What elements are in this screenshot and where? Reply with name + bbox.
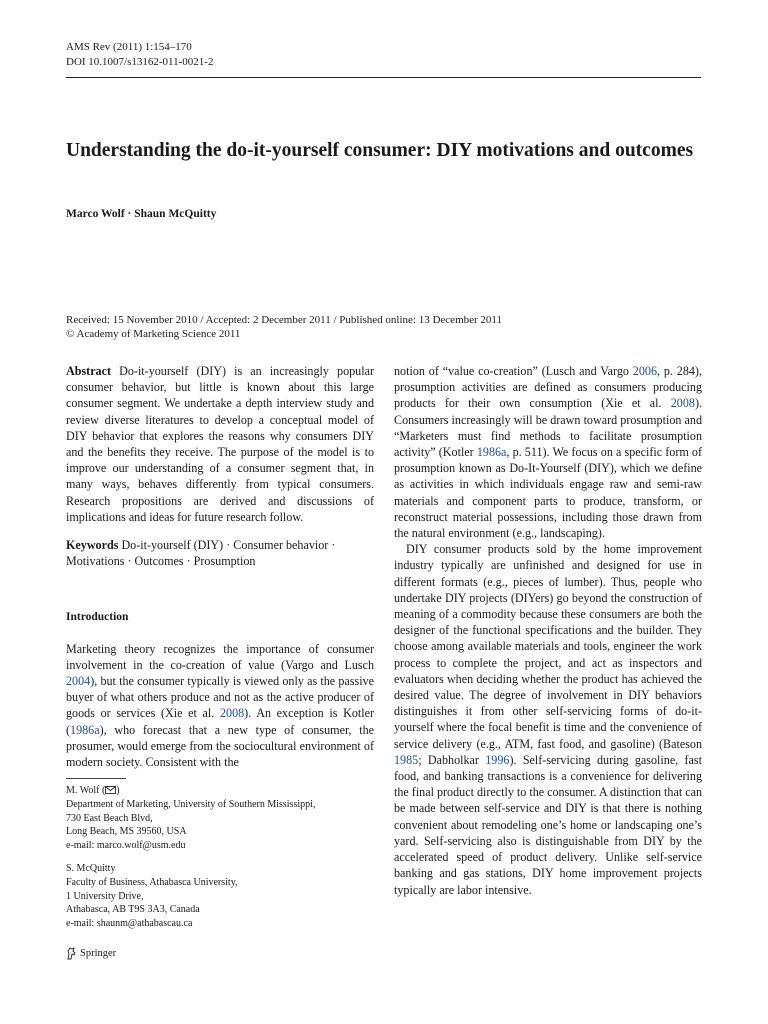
left-column <box>66 363 374 770</box>
introduction-paragraph <box>66 641 374 771</box>
citation-link[interactable]: 1986a <box>70 722 100 737</box>
intro-text: ), but the consumer typically is viewed only as the passive buyer of what others produce and not as the active producer of goods or services (Xie et al. <box>66 674 374 721</box>
article-dates <box>66 313 502 341</box>
copyright-line: © Academy of Marketing Science 2011 <box>66 328 241 340</box>
body-text: , p. 284), prosumption activities are defined as consumers producing products for their own consumption (Xie et al. <box>394 364 702 411</box>
author-affiliation-mcquitty <box>66 862 238 931</box>
publisher-name: Springer <box>80 948 117 959</box>
article-authors: Marco Wolf · Shaun McQuitty <box>66 208 217 220</box>
author-city: Athabasca, AB T9S 3A3, Canada <box>66 904 200 916</box>
intro-text: ), who forecast that a new type of consumer, the prosumer, would emerge from the sociocultural environment of modern society. Consistent with the <box>66 722 374 770</box>
journal-header <box>66 40 213 70</box>
intro-text: Marketing theory recognizes the importance of consumer involvement in the co-creation of value (Vargo and Lusch <box>66 641 374 672</box>
body-text: ). Consumers increasingly will be drawn toward prosumption and “Marketers must find methods to facilitate prosumption activity” (Kotler <box>394 396 702 460</box>
intro-text: ). An exception is Kotler ( <box>66 706 375 737</box>
envelope-icon[interactable] <box>105 786 116 794</box>
publisher-logo <box>66 947 116 960</box>
abstract <box>66 363 374 525</box>
citation-link[interactable]: 2008 <box>670 396 695 411</box>
right-column <box>394 363 702 898</box>
body-text: , p. 511). We focus on a specific form of prosumption known as Do-It-Yourself (DIY), which we define as activities in which individuals engage raw and semi-raw materials and component parts to produce, transform, or reconstruct material possessions, including those drawn from the natural environment (e.g., landscaping). <box>394 445 702 541</box>
abstract-text: Do-it-yourself (DIY) is an increasingly popular consumer behavior, but little is known about this large consumer segment. We undertake a depth interview study and review diverse literatures to develop a conceptual model of DIY behavior that explores the reasons why consumers DIY and the benefits they receive. The purpose of the model is to improve our understanding of a consumer segment that, in many ways, behaves differently from typical consumers. Research propositions are derived and discussions of implications and ideas for future research follow. <box>66 364 374 524</box>
article-title: Understanding the do-it-yourself consumer: DIY motivations and outcomes <box>66 140 694 161</box>
author-name: S. McQuitty <box>66 863 116 874</box>
citation-link[interactable]: 2004 <box>66 674 91 689</box>
keywords-label: Keywords <box>66 538 119 553</box>
author-department: Department of Marketing, University of Southern Mississippi, <box>66 798 316 810</box>
citation-link[interactable]: 1986a <box>476 445 507 460</box>
keywords-text: Do-it-yourself (DIY) · Consumer behavior · Motivations · Outcomes · Prosumption <box>66 538 336 569</box>
citation-link[interactable]: 2008 <box>219 706 245 721</box>
publication-dates: Received: 15 November 2010 / Accepted: 2 December 2011 / Published online: 13 December 2011 <box>66 314 503 326</box>
author-email[interactable]: e-mail: marco.wolf@usm.edu <box>66 840 186 852</box>
journal-doi: DOI 10.1007/s13162-011-0021-2 <box>66 56 214 68</box>
body-paragraph <box>394 541 702 897</box>
author-affiliation-wolf <box>66 784 315 853</box>
author-department: Faculty of Business, Athabasca University, <box>66 876 238 888</box>
author-city: Long Beach, MS 39560, USA <box>66 826 187 838</box>
body-text: DIY consumer products sold by the home improvement industry typically are unfinished and designed for use in different formats (e.g., pieces of lumber). Thus, people who undertake DIY projects (DIYers) go beyond the construction of meaning of a commodity because these consumers are both the designer of the functional specifications and the builder. They choose among available materials and tools, engineer the work process to complete the project, and act as inspectors and evaluators when deciding whether the product has achieved the desired value. The degree of involvement in DIY behaviors distinguishes it from other self-servicing forms of do-it-yourself where the focal benefit is time and the convenience of service delivery (e.g., ATM, fast food, and gasoline) (Bateson <box>394 542 702 751</box>
keywords <box>66 537 374 569</box>
abstract-label: Abstract <box>66 364 112 378</box>
header-rule <box>66 77 701 78</box>
springer-horse-icon <box>66 947 77 960</box>
citation-link[interactable]: 2006 <box>632 364 657 378</box>
author-name: M. Wolf ( ) <box>66 785 120 796</box>
author-street: 730 East Beach Blvd, <box>66 812 153 824</box>
body-text: ). Self-servicing during gasoline, fast food, and banking transactions is a convenience for delivering the final product directly to the consumer. A distinction that can be made between self-service and DIY is that there is nothing convenient about remodeling one’s home or landscaping one’s yard. Self-servicing also is distinguishable from DIY by the accelerated speed of product delivery. Unlike self-service banking and gas stations, DIY home improvement projects typically are labor intensive. <box>394 752 702 897</box>
citation-link[interactable]: 1996 <box>485 752 510 767</box>
body-text: ; Dabholkar <box>418 752 486 767</box>
footnote-rule <box>66 778 126 779</box>
section-heading-introduction: Introduction <box>66 611 129 624</box>
body-text: notion of “value co-creation” (Lusch and Vargo <box>394 364 633 378</box>
citation-link[interactable]: 1985 <box>394 752 419 767</box>
body-paragraph <box>394 363 702 541</box>
journal-citation: AMS Rev (2011) 1:154–170 <box>66 41 192 53</box>
author-email[interactable]: e-mail: shaunm@athabascau.ca <box>66 918 193 930</box>
author-street: 1 University Drive, <box>66 890 144 902</box>
